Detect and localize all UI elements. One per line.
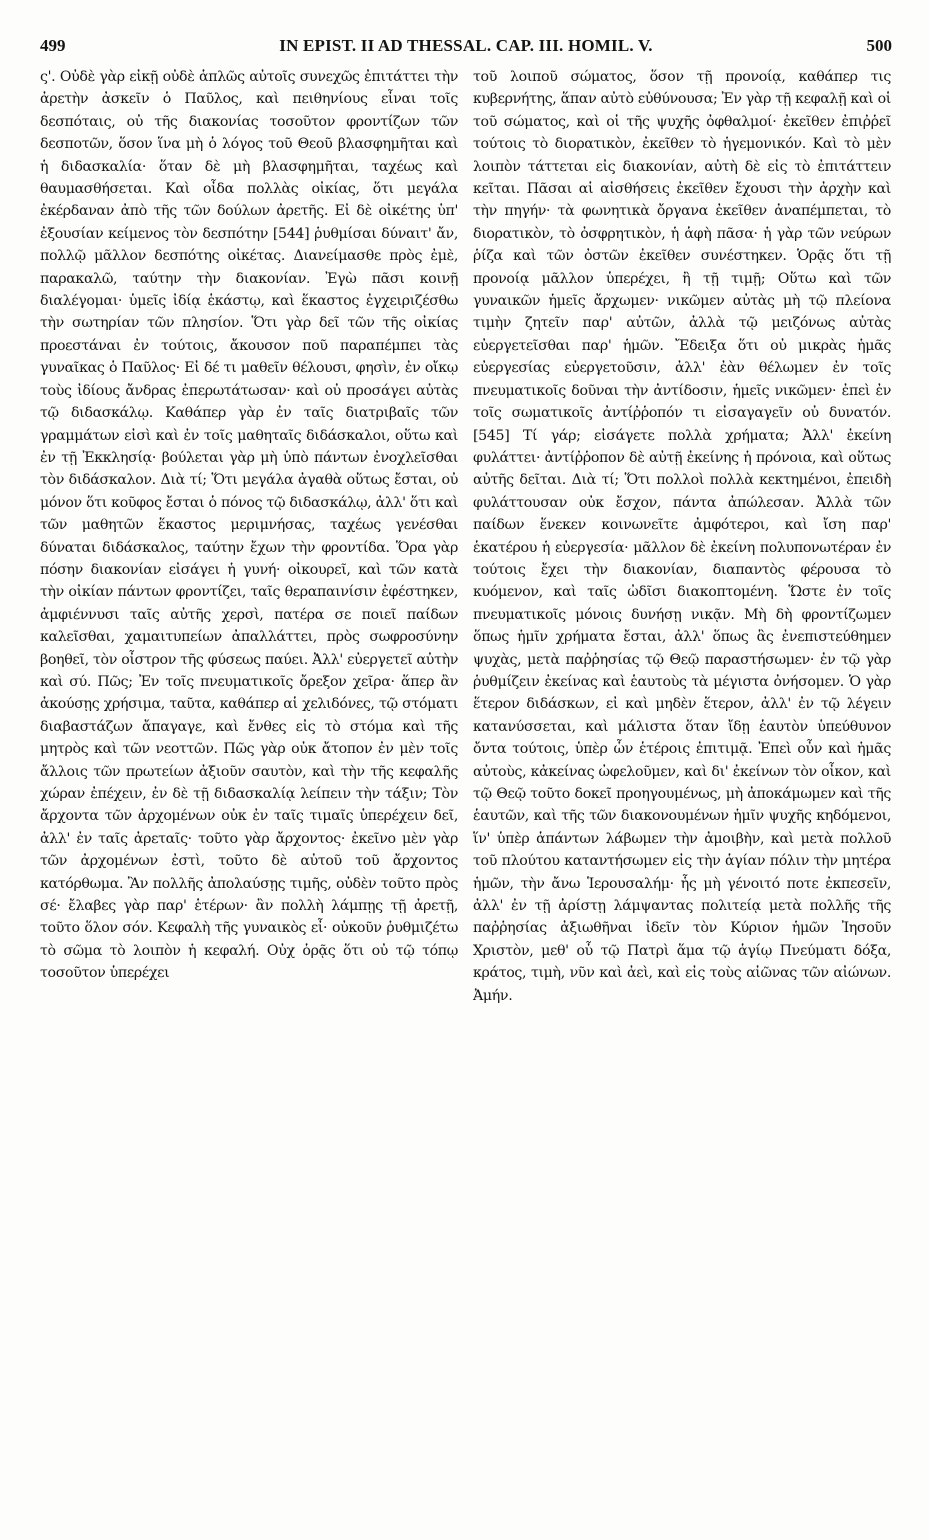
running-title: IN EPIST. II AD THESSAL. CAP. III. HOMIL. V. bbox=[279, 36, 653, 55]
page-number-left: 499 bbox=[40, 36, 66, 55]
right-column-text: τοῦ λοιποῦ σώματος, ὅσον τῇ προνοίᾳ, καθάπερ τις κυβερνήτης, ἅπαν αὐτὸ εὐθύνουσα; Ἐν γὰρ τῇ κεφαλῇ καὶ οἱ τοῦ σώματος, καὶ οἱ τῆς ψυχῆς ὀφθαλμοί· ἐκεῖθεν ἐπιῤῥεῖ τούτοις τὸ διορατικὸν, ἐκεῖθεν τὸ ἡγεμονικόν. Καὶ τὸ μὲν λοιπὸν τάττεται εἰς διακονίαν, αὐτὴ δὲ εἰς τὸ ἐπιτάττειν κεῖται. Πᾶσαι αἱ αἰσθήσεις ἐκεῖθεν ἔχουσι τὴν ἀρχὴν καὶ τὴν πηγήν· τὰ φωνητικὰ ὄργανα ἐκεῖθεν ἀναπέμπεται, τὸ διορατικὸν, τὸ ὀσφρητικὸν, ἡ ἁφὴ πᾶσα· ἡ γὰρ τῶν νεύρων ῥίζα καὶ τῶν ὀστῶν ἐκεῖθεν συνέστηκεν. Ὁρᾷς ὅτι τῇ προνοίᾳ μᾶλλον ὑπερέχει, ἢ τῇ τιμῇ; Οὕτω καὶ τῶν γυναικῶν ἡμεῖς ἄρχωμεν· νικῶμεν αὐτὰς μὴ τῷ πλείονα τιμὴν ζητεῖν παρ' αὐτῶν, ἀλλὰ τῷ μειζόνως αὐτὰς εὐεργετεῖσθαι παρ' ἡμῶν. Ἔδειξα ὅτι οὐ μικρὰς ἡμᾶς εὐεργεσίας εὐεργετοῦσιν, ἀλλ' ἐὰν θέλωμεν ἐν τοῖς πνευματικοῖς δοῦναι τὴν ἀντίδοσιν, ἡμεῖς νικῶμεν· ἐπεὶ ἐν τοῖς σωματικοῖς ἀντίῤῥοπόν τι εἰσαγαγεῖν οὐ δυνατόν. [545] Τί γάρ; εἰσάγετε πολλὰ χρήματα; Ἀλλ' ἐκείνη φυλάττει· ἀντίῤῥοπον δὲ αὐτῇ ἐκείνης ἡ πρόνοια, καὶ οὕτως αὐτῆς δεῖται. Διὰ τί; Ὅτι πολλοὶ πολλὰ κεκτημένοι, ἐπειδὴ φυλάττουσαν οὐκ ἔσχον, πάντα ἀπώλεσαν. Ἀλλὰ τῶν παίδων ἕνεκεν κοινωνεῖτε ἀμφότεροι, καὶ ἴση παρ' ἑκατέρου ἡ εὐεργεσία· μᾶλλον δὲ ἐκείνη πολυπονωτέραν ἐν τούτοις ἔχει τὴν διακονίαν, διαπαντὸς φέρουσα τὸ κυόμενον, καὶ ταῖς ὠδῖσι διακοπτομένη. Ὥστε ἐν τοῖς πνευματικοῖς μόνοις δυνήσῃ νικᾷν. Μὴ δὴ φροντίζωμεν ὅπως ἡμῖν χρήματα ἔσται, ἀλλ' ὅπως ἃς ἐνεπιστεύθημεν ψυχὰς, μετὰ παῤῥησίας τῷ Θεῷ παραστήσωμεν· ἐν τῷ γὰρ ῥυθμίζειν ἐκείνας καὶ ἑαυτοὺς τὰ μέγιστα ὀνήσομεν. Ὁ γὰρ ἕτερον διδάσκων, εἰ καὶ μηδὲν ἕτερον, ἀλλ' ἐν τῷ λέγειν κατανύσσεται, καὶ μάλιστα ὅταν ἴδῃ ἑαυτὸν ὑπεύθυνον ὄντα τούτοις, ὑπὲρ ὧν ἑτέροις ἐπιτιμᾷ. Ἐπεὶ οὖν καὶ ἡμᾶς αὐτοὺς, κἀκείνας ὠφελοῦμεν, καὶ δι' ἐκείνων τὸν οἶκον, καὶ τῷ Θεῷ τοῦτο δοκεῖ προηγουμένως, μὴ ἀποκάμωμεν καὶ τῆς ἑαυτῶν, καὶ τῆς τῶν διακονουμένων ἡμῖν ψυχῆς κηδόμενοι, ἵν' ὑπὲρ ἁπάντων λάβωμεν τὴν ἀμοιβὴν, καὶ μετὰ πολλοῦ τοῦ πλούτου καταντήσωμεν εἰς τὴν ἁγίαν πόλιν τὴν μητέρα ἡμῶν, τὴν ἄνω Ἱερουσαλήμ· ἧς μὴ γένοιτό ποτε ἐκπεσεῖν, ἀλλ' ἐν τῇ ἀρίστῃ λάμψαντας πολιτείᾳ μετὰ πολλῆς τῆς παῤῥησίας ἀξιωθῆναι ἰδεῖν τὸν Κύριον ἡμῶν Ἰησοῦν Χριστὸν, μεθ' οὗ τῷ Πατρὶ ἅμα τῷ ἁγίῳ Πνεύματι δόξα, κράτος, τιμὴ, νῦν καὶ ἀεὶ, καὶ εἰς τοὺς αἰῶνας τῶν αἰώνων. Ἀμήν. bbox=[473, 69, 891, 1004]
running-header bbox=[40, 36, 892, 60]
page-number-right: 500 bbox=[866, 36, 892, 55]
left-column bbox=[40, 66, 458, 985]
right-column bbox=[473, 66, 891, 1007]
left-column-text: ς'. Οὐδὲ γὰρ εἰκῇ οὐδὲ ἁπλῶς αὐτοῖς συνεχῶς ἐπιτάττει τὴν ἀρετὴν ἀσκεῖν ὁ Παῦλος, καὶ πειθηνίους εἶναι τοῖς δεσπόταις, οὐ τῆς διακονίας τοσοῦτον φροντίζων τῶν δεσποτῶν, ὅσον ἵνα μὴ ὁ λόγος τοῦ Θεοῦ βλασφημῆται καὶ ἡ διδασκαλία· ὅταν δὲ μὴ βλασφημῆται, ταχέως καὶ θαυμασθήσεται. Καὶ οἶδα πολλὰς οἰκίας, ὅτι μεγάλα ἐκέρδαναν ἀπὸ τῆς τῶν δούλων ἀρετῆς. Εἰ δὲ οἰκέτης ὑπ' ἐξουσίαν κείμενος τὸν δεσπότην [544] ῥυθμίσαι δύναιτ' ἄν, πολλῷ μᾶλλον δεσπότης οἰκέτας. Διανείμασθε πρὸς ἐμὲ, παρακαλῶ, ταύτην τὴν διακονίαν. Ἐγὼ πᾶσι κοινῇ διαλέγομαι· ὑμεῖς ἰδίᾳ ἑκάστῳ, καὶ ἕκαστος ἐγχειριζέσθω τὴν σωτηρίαν τῶν πλησίον. Ὅτι γὰρ δεῖ τῶν τῆς οἰκίας προεστάναι ἐν τούτοις, ἄκουσον ποῦ παραπέμπει τὰς γυναῖκας ὁ Παῦλος· Εἰ δέ τι μαθεῖν θέλουσι, φησὶν, ἐν οἴκῳ τοὺς ἰδίους ἄνδρας ἐπερωτάτωσαν· καὶ οὐ προσάγει αὐτὰς τῷ διδασκάλῳ. Καθάπερ γὰρ ἐν ταῖς διατριβαῖς τῶν γραμμάτων εἰσὶ καὶ ἐν τοῖς μαθηταῖς διδάσκαλοι, οὕτω καὶ ἐν τῇ Ἐκκλησίᾳ· βούλεται γὰρ μὴ ὑπὸ πάντων ἐνοχλεῖσθαι τὸν διδάσκαλον. Διὰ τί; Ὅτι μεγάλα ἀγαθὰ οὕτως ἔσται, οὐ μόνον ὅτι κοῦφος ἔσται ὁ πόνος τῷ διδασκάλῳ, ἀλλ' ὅτι καὶ τῶν μαθητῶν ἕκαστος μεριμνήσας, ταχέως γενέσθαι δύναται διδάσκαλος, ταύτην ἔχων τὴν φροντίδα. Ὅρα γὰρ πόσην διακονίαν εἰσάγει ἡ γυνή· οἰκουρεῖ, καὶ τῶν κατὰ τὴν οἰκίαν πάντων φροντίζει, ταῖς θεραπαινίσιν ἐφέστηκεν, ἀμφιέννυσι ταῖς αὐτῆς χερσὶ, πατέρα σε ποιεῖ παίδων καλεῖσθαι, χαμαιτυπείων ἀπαλλάττει, πρὸς σωφροσύνην βοηθεῖ, τὸν οἶστρον τῆς φύσεως παύει. Ἀλλ' εὐεργετεῖ αὐτὴν καὶ σύ. Πῶς; Ἐν τοῖς πνευματικοῖς ὄρεξον χεῖρα· ἅπερ ἂν ἀκούσῃς χρήσιμα, ταῦτα, καθάπερ αἱ χελιδόνες, τῷ στόματι διαβαστάζων ἄπαγαγε, καὶ ἔνθες εἰς τὸ στόμα καὶ τῆς μητρὸς καὶ τῶν νεοττῶν. Πῶς γὰρ οὐκ ἄτοπον ἐν μὲν τοῖς ἄλλοις τῶν πρωτείων ἀξιοῦν σαυτὸν, καὶ τὴν τῆς κεφαλῆς χώραν ἐπέχειν, ἐν δὲ τῇ διδασκαλίᾳ λείπειν τὴν τάξιν; Τὸν ἄρχοντα τῶν ἀρχομένων οὐκ ἐν ταῖς τιμαῖς ὑπερέχειν δεῖ, ἀλλ' ἐν ταῖς ἀρεταῖς· τοῦτο γὰρ ἄρχοντος· ἐκεῖνο μὲν γὰρ τῶν ἀρχομένων ἐστὶ, τοῦτο δὲ αὐτοῦ τοῦ ἄρχοντος κατόρθωμα. Ἂν πολλῆς ἀπολαύσῃς τιμῆς, οὐδὲν τοῦτο πρὸς σέ· ἔλαβες γὰρ παρ' ἑτέρων· ἂν πολλὴ λάμπῃς τῇ ἀρετῇ, τοῦτο ὅλον σόν. Κεφαλὴ τῆς γυναικὸς εἶ· οὐκοῦν ῥυθμιζέτω τὸ σῶμα τὸ λοιπὸν ἡ κεφαλή. Οὐχ ὁρᾷς ὅτι οὐ τῷ τόπῳ τοσοῦτον ὑπερέχει bbox=[40, 69, 458, 982]
